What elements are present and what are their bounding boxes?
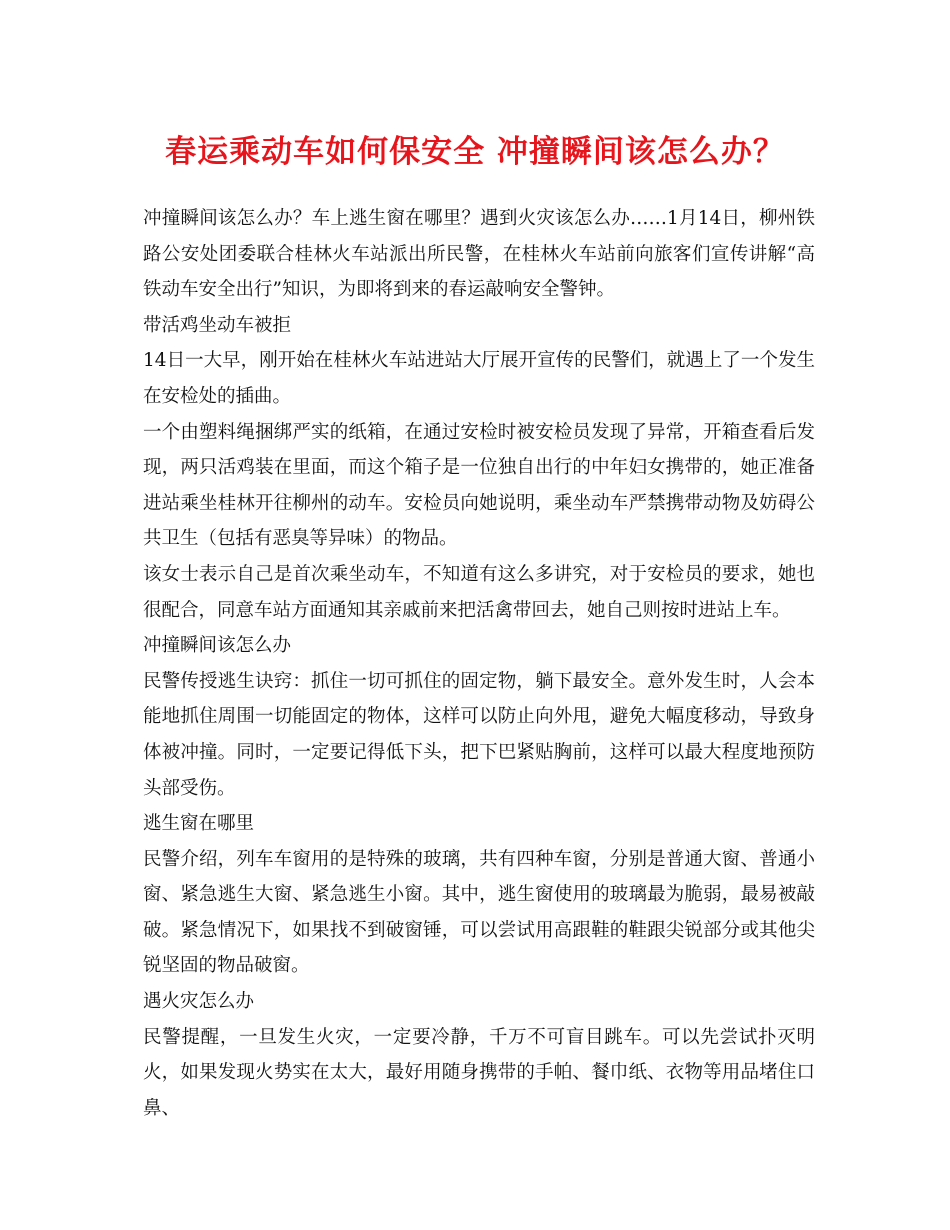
paragraph: 民警介绍，列车车窗用的是特殊的玻璃，共有四种车窗，分别是普通大窗、普通小窗、紧急逃生大窗、紧急逃生小窗。其中，逃生窗使用的玻璃最为脆弱，最易被敲破。紧急情况下，如果找不到破窗锤，可以尝试用高跟鞋的鞋跟尖锐部分或其他尖锐坚固的物品破窗。	[143, 848, 815, 977]
section-heading-live-chicken: 带活鸡坐动车被拒	[143, 314, 292, 336]
paragraph: 民警提醒，一旦发生火灾，一定要冷静，千万不可盲目跳车。可以先尝试扑灭明火，如果发现火势实在太大，最好用随身携带的手帕、餐巾纸、衣物等用品堵住口鼻、	[143, 1026, 815, 1119]
paragraph: 14日一大早，刚开始在桂林火车站进站大厅展开宣传的民警们，就遇上了一个发生在安检处的插曲。	[143, 350, 815, 407]
article-body	[143, 201, 815, 1126]
section-heading-escape-window: 逃生窗在哪里	[143, 813, 255, 835]
paragraph-intro: 冲撞瞬间该怎么办？车上逃生窗在哪里？遇到火灾该怎么办……1月14日，柳州铁路公安处团委联合桂林火车站派出所民警，在桂林火车站前向旅客们宣传讲解“高铁动车安全出行”知识，为即将到来的春运敲响安全警钟。	[143, 208, 815, 301]
section-heading-collision: 冲撞瞬间该怎么办	[143, 635, 292, 657]
section-heading-fire: 遇火灾怎么办	[143, 991, 255, 1013]
paragraph: 该女士表示自己是首次乘坐动车，不知道有这么多讲究，对于安检员的要求，她也很配合，同意车站方面通知其亲戚前来把活禽带回去，她自己则按时进站上车。	[143, 563, 815, 621]
paragraph: 民警传授逃生诀窍：抓住一切可抓住的固定物，躺下最安全。意外发生时，人会本能地抓住周围一切能固定的物体，这样可以防止向外甩，避免大幅度移动，导致身体被冲撞。同时，一定要记得低下头，把下巴紧贴胸前，这样可以最大程度地预防头部受伤。	[143, 670, 815, 799]
paragraph: 一个由塑料绳捆绑严实的纸箱，在通过安检时被安检员发现了异常，开箱查看后发现，两只活鸡装在里面，而这个箱子是一位独自出行的中年妇女携带的，她正准备进站乘坐桂林开往柳州的动车。安检员向她说明，乘坐动车严禁携带动物及妨碍公共卫生（包括有恶臭等异味）的物品。	[143, 421, 815, 550]
page-title: 春运乘动车如何保安全 冲撞瞬间该怎么办？	[165, 134, 785, 170]
